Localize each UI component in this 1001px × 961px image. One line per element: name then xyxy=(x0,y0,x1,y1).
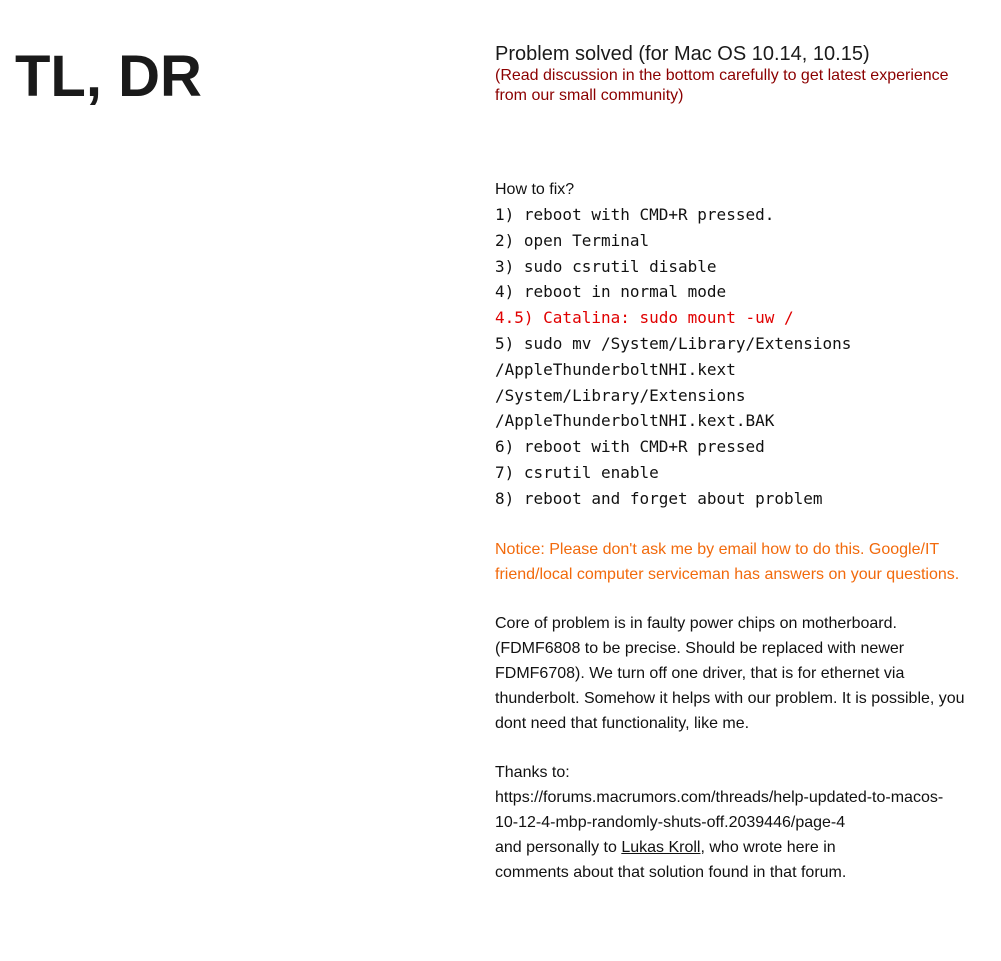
thanks-url-line: https://forums.macrumors.com/threads/help-updated-to-macos- xyxy=(495,788,944,806)
thanks-section xyxy=(495,760,965,885)
content-column xyxy=(495,42,965,885)
step-item: 6) reboot with CMD+R pressed xyxy=(495,437,765,457)
step-item: 5) sudo mv /System/Library/Extensions xyxy=(495,333,852,353)
step-item: 3) sudo csrutil disable xyxy=(495,256,717,276)
core-problem-paragraph: Core of problem is in faulty power chips on motherboard. (FDMF6808 to be precise. Should be replaced with newer FDMF6708). We turn off one driver, that is for ethernet via thunderbolt. Somehow it helps with our problem. It is possible, you dont need that functionality, like me. xyxy=(495,614,965,732)
step-item: 1) reboot with CMD+R pressed. xyxy=(495,205,775,224)
lukas-kroll-link[interactable]: Lukas Kroll xyxy=(621,838,701,856)
headline: Problem solved (for Mac OS 10.14, 10.15) xyxy=(495,43,870,65)
steps-list xyxy=(495,202,965,512)
thanks-prefix: and personally to xyxy=(495,838,622,856)
thanks-last-line: comments about that solution found in that forum. xyxy=(495,863,847,881)
thanks-url-line: 10-12-4-mbp-randomly-shuts-off.2039446/page-4 xyxy=(495,813,846,831)
step-item: 7) csrutil enable xyxy=(495,462,659,482)
step-item: /AppleThunderboltNHI.kext.BAK xyxy=(495,411,775,431)
subnote: (Read discussion in the bottom carefully to get latest experience from our small community) xyxy=(495,67,949,104)
thanks-suffix: , who wrote here in xyxy=(700,838,836,856)
step-item: 4) reboot in normal mode xyxy=(495,282,727,302)
step-item: /AppleThunderboltNHI.kext xyxy=(495,359,736,379)
step-item: 2) open Terminal xyxy=(495,230,650,250)
thanks-label: Thanks to: xyxy=(495,763,570,781)
page-title: TL, DR xyxy=(15,44,202,109)
step-item: 8) reboot and forget about problem xyxy=(495,488,823,508)
step-item-catalina: 4.5) Catalina: sudo mount -uw / xyxy=(495,308,794,328)
notice-text: Notice: Please don't ask me by email how to do this. Google/IT friend/local computer serviceman has answers on your questions. xyxy=(495,540,960,583)
step-item: /System/Library/Extensions xyxy=(495,385,746,405)
thanks-personal-line xyxy=(495,835,965,860)
how-to-label: How to fix? xyxy=(495,181,575,198)
